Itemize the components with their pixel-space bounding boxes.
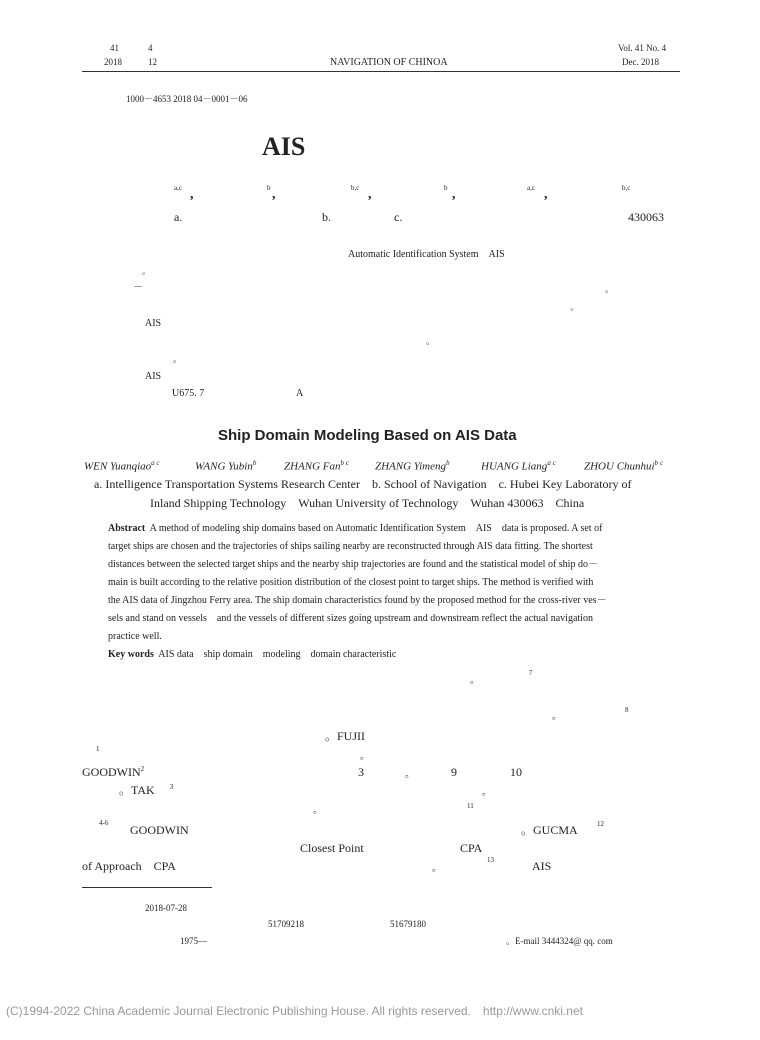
body-text: GOODWIN$^2$	[82, 765, 145, 779]
body-text: GOODWIN	[130, 823, 189, 837]
abstract-line: sels and stand on vessels and the vessels of different sizes going upstream and downstream reflect the actual navigation	[108, 613, 593, 624]
en-affiliation-line: a. Intelligence Transportation Systems Research Center b. School of Navigation c. Hubei Key Laboratory of	[94, 477, 632, 491]
cn-author-sup: b,c	[622, 184, 631, 192]
body-dot: 。	[405, 769, 415, 780]
en-author: ZHOU Chunhui$^{b c}$	[584, 459, 663, 473]
cn-abstract-dash: －	[133, 282, 143, 293]
ref-mark: 13	[487, 856, 494, 864]
cn-affil-a: a.	[174, 210, 183, 224]
header-date-en: Dec. 2018	[622, 57, 659, 67]
body-text: AIS	[532, 859, 552, 873]
keywords: Key words AIS data ship domain modeling domain characteristic	[108, 649, 397, 660]
en-author: WEN Yuanqiao$^{a c}$	[84, 459, 160, 473]
cn-author-sup: a,c	[527, 184, 535, 192]
ref-mark: 4-6	[99, 819, 109, 827]
author-comma: ,	[272, 187, 276, 202]
cn-author-sup: a,c	[174, 184, 182, 192]
abstract-line: distances between the selected target ships and the nearby ship trajectories are found and the statistical model of ship do－	[108, 559, 598, 570]
ref-mark: 8	[625, 706, 629, 714]
header-issue: 4	[148, 43, 153, 53]
cn-keyword-ais: AIS	[145, 371, 162, 382]
cn-affil-c: c.	[394, 210, 403, 224]
author-comma: ,	[452, 187, 456, 202]
footnote-fund: 51709218	[268, 919, 304, 929]
cn-abstract-dot: 。	[426, 336, 436, 346]
en-affiliation-line: Inland Shipping Technology Wuhan University of Technology Wuhan 430063 China	[150, 496, 585, 510]
author-comma: ,	[190, 187, 194, 202]
ref-mark: 1	[96, 745, 100, 753]
document-code: A	[296, 388, 304, 399]
body-text: of Approach CPA	[82, 859, 176, 873]
body-number: 3	[358, 765, 364, 779]
header-rule	[82, 71, 680, 72]
ref-mark: 7	[529, 669, 533, 677]
abstract-line: target ships are chosen and the trajectories of ships sailing nearby are reconstructed through AIS data fitting. The shortest	[108, 541, 593, 552]
cn-author-sup: b	[444, 184, 448, 192]
footnote-birth: 1975—	[180, 936, 207, 946]
body-dot: 。	[360, 751, 370, 762]
body-dot: 。	[313, 805, 323, 816]
cn-abstract-dot: 。	[173, 354, 183, 364]
header-month: 12	[148, 57, 157, 67]
cn-abstract-ais: Automatic Identification System AIS	[348, 249, 505, 260]
body-dot: 。	[552, 711, 562, 722]
en-author: HUANG Liang$^{a c}$	[481, 459, 556, 473]
en-author: ZHANG Fan$^{b c}$	[284, 459, 349, 473]
copyright-notice: (C)1994-2022 China Academic Journal Electronic Publishing House. All rights reserved. http://www.cnki.net	[6, 1004, 583, 1018]
body-dot: 。	[482, 787, 492, 798]
en-title: Ship Domain Modeling Based on AIS Data	[218, 427, 517, 444]
body-number: 9	[451, 765, 457, 779]
cn-abstract-dot: 。	[570, 302, 580, 312]
footnote-date: 2018-07-28	[145, 903, 187, 913]
body-number: 10	[510, 765, 522, 779]
body-text: 。FUJII	[325, 729, 366, 743]
header-year: 2018	[104, 57, 122, 67]
cn-title: AIS	[262, 132, 306, 161]
body-text: Closest Point	[300, 841, 364, 855]
body-text: 。GUCMA	[521, 823, 578, 837]
footnote-rule	[82, 887, 212, 888]
header-volume-en: Vol. 41 No. 4	[618, 43, 667, 53]
body-dot: 。	[470, 675, 480, 686]
header-volume: 41	[110, 43, 119, 53]
body-dot: 。	[432, 863, 442, 874]
journal-name: NAVIGATION OF CHINOA	[330, 57, 448, 68]
footnote-email: 。E-mail 3444324@ qq. com	[506, 936, 613, 946]
body-text: 。TAK $^3$	[119, 783, 174, 797]
cn-abstract-dot: 。	[142, 266, 152, 276]
abstract-line: Abstract A method of modeling ship domains based on Automatic Identification System AIS data is proposed. A set of	[108, 523, 603, 534]
abstract-line: the AIS data of Jingzhou Ferry area. The ship domain characteristics found by the proposed method for the cross-river ves－	[108, 595, 607, 606]
cn-author-sup: b	[267, 184, 271, 192]
cn-affil-zip: 430063	[628, 210, 664, 224]
abstract-line: main is built according to the relative position distribution of the closest point to target ships. The method is verified with	[108, 577, 594, 588]
author-comma: ,	[544, 187, 548, 202]
ref-mark: 11	[467, 802, 474, 810]
cn-abstract-ais: AIS	[145, 318, 162, 329]
en-author: WANG Yubin$^b$	[195, 459, 257, 473]
clc-number: U675. 7	[172, 388, 205, 399]
body-text: CPA	[460, 841, 483, 855]
ref-mark: 12	[597, 820, 604, 828]
article-number: 1000－4653 2018 04－0001－06	[126, 94, 248, 104]
author-comma: ,	[368, 187, 372, 202]
abstract-line: practice well.	[108, 631, 162, 642]
cn-author-sup: b,c	[351, 184, 360, 192]
footnote-fund: 51679180	[390, 919, 426, 929]
abstract	[108, 520, 652, 664]
cn-affil-b: b.	[322, 210, 331, 224]
en-author: ZHANG Yimeng$^b$	[375, 459, 450, 473]
cn-abstract-dot: 。	[605, 284, 615, 294]
